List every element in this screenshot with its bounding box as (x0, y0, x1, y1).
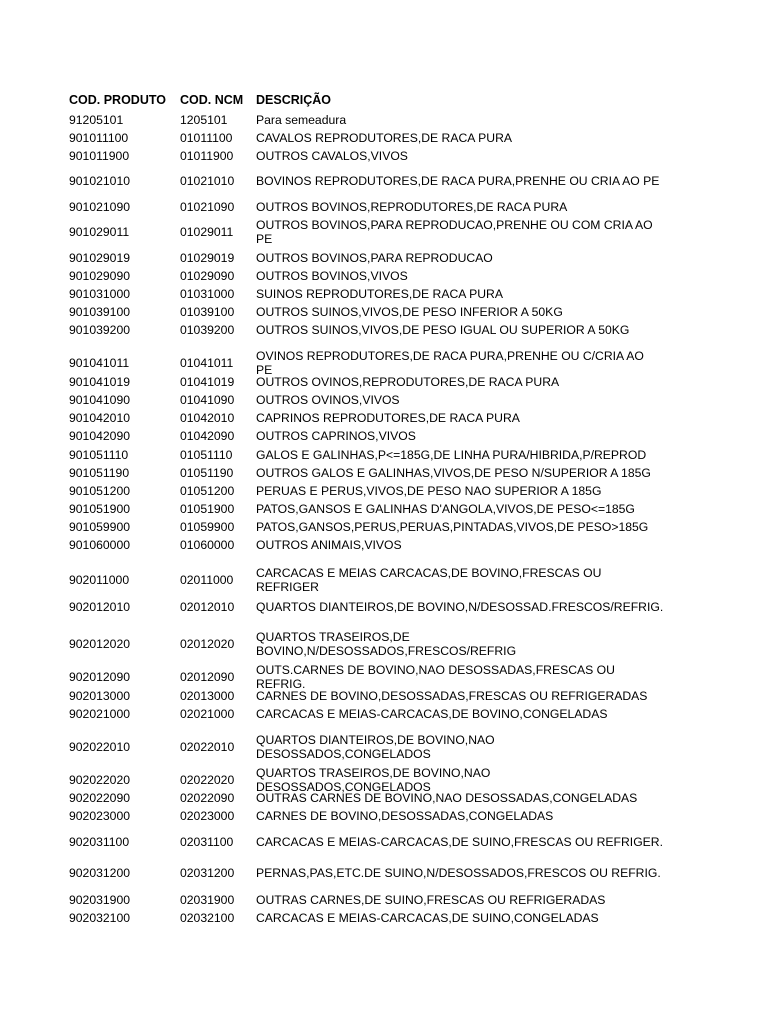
cod-produto-cell: 902022010 (69, 740, 131, 754)
table-row (0, 500, 768, 517)
cod-ncm-cell: 02022020 (180, 773, 235, 787)
table-row (0, 321, 768, 338)
descricao-cell (256, 393, 686, 407)
descricao-line: OUTROS ANIMAIS,VIVOS (256, 537, 402, 552)
cod-produto-cell: 902031200 (69, 865, 131, 880)
cod-ncm-cell: 01051110 (180, 447, 233, 462)
cod-ncm-cell: 02013000 (180, 688, 235, 703)
table-row (0, 267, 768, 284)
descricao-cell (256, 411, 686, 425)
descricao-line: QUARTOS DIANTEIROS,DE BOVINO,N/DESOSSAD.FRESCOS/REFRIG. (256, 599, 664, 614)
descricao-line: OUTROS GALOS E GALINHAS,VIVOS,DE PESO N/SUPERIOR A 185G (256, 465, 651, 480)
table-row (0, 111, 768, 128)
descricao-line: PE (256, 232, 273, 246)
cod-produto-cell: 901042090 (69, 428, 131, 443)
table-row (0, 427, 768, 444)
table-row (0, 909, 768, 926)
table-row (0, 129, 768, 146)
cod-produto-cell: 902011000 (69, 573, 130, 587)
descricao-line: OUTRAS CARNES,DE SUINO,FRESCAS OU REFRIGERADAS (256, 892, 606, 907)
descricao-cell (256, 131, 686, 145)
descricao-cell (256, 538, 686, 552)
descricao-cell (256, 484, 686, 498)
descricao-cell (256, 809, 686, 823)
descricao-cell (256, 630, 686, 658)
descricao-line: OUTROS SUINOS,VIVOS,DE PESO INFERIOR A 50KG (256, 304, 563, 319)
descricao-line: CARNES DE BOVINO,DESOSSADAS,FRESCAS OU REFRIGERADAS (256, 688, 648, 703)
table-row (0, 864, 768, 881)
descricao-line: CARCACAS E MEIAS-CARCACAS,DE SUINO,CONGELADAS (256, 910, 599, 925)
descricao-cell (256, 791, 686, 805)
table-row (0, 731, 768, 763)
table-row (0, 409, 768, 426)
cod-produto-cell: 901041011 (69, 356, 130, 370)
cod-ncm-cell: 02022090 (180, 790, 235, 805)
cod-produto-cell: 901039100 (69, 304, 131, 319)
descricao-cell (256, 502, 686, 516)
cod-ncm-cell: 01029011 (180, 225, 234, 239)
table-row (0, 216, 768, 248)
descricao-line: PATOS,GANSOS,PERUS,PERUAS,PINTADAS,VIVOS,DE PESO>185G (256, 519, 649, 534)
descricao-line: BOVINO,N/DESOSSADOS,FRESCOS/REFRIG (256, 644, 517, 658)
table-row (0, 598, 768, 615)
descricao-cell (256, 305, 686, 319)
descricao-cell (256, 287, 686, 301)
cod-ncm-cell: 02031200 (180, 865, 235, 880)
cod-ncm-cell: 01059900 (180, 519, 235, 534)
cod-produto-cell: 901029019 (69, 250, 131, 265)
descricao-cell (256, 375, 686, 389)
descricao-line: GALOS E GALINHAS,P<=185G,DE LINHA PURA/HIBRIDA,P/REPROD (256, 447, 647, 462)
table-row (0, 807, 768, 824)
descricao-cell (256, 893, 686, 907)
descricao-cell (256, 520, 686, 534)
cod-produto-cell: 902023000 (69, 808, 131, 823)
descricao-line: CARNES DE BOVINO,DESOSSADAS,CONGELADAS (256, 808, 554, 823)
descricao-line: PERUAS E PERUS,VIVOS,DE PESO NAO SUPERIOR A 185G (256, 483, 602, 498)
descricao-line: OUTRAS CARNES DE BOVINO,NAO DESOSSADAS,CONGELADAS (256, 790, 638, 805)
cod-produto-cell: 901059900 (69, 519, 131, 534)
table-row (0, 249, 768, 266)
cod-ncm-cell: 01051900 (180, 501, 235, 516)
descricao-line: PATOS,GANSOS E GALINHAS D'ANGOLA,VIVOS,DE PESO<=185G (256, 501, 635, 516)
descricao-line: REFRIGER (256, 580, 319, 594)
cod-produto-cell: 901060000 (69, 537, 131, 552)
cod-produto-cell: 902031900 (69, 892, 131, 907)
table-row (0, 518, 768, 535)
cod-produto-cell: 901041090 (69, 392, 131, 407)
descricao-line: OUTROS CAPRINOS,VIVOS (256, 428, 416, 443)
descricao-line: CARCACAS E MEIAS CARCACAS,DE BOVINO,FRESCAS OU (256, 566, 602, 580)
cod-ncm-cell: 01039100 (180, 304, 235, 319)
cod-produto-cell: 901042010 (69, 410, 131, 425)
cod-ncm-cell: 02021000 (180, 706, 235, 721)
cod-produto-cell: 901021090 (69, 199, 131, 214)
table-row (0, 464, 768, 481)
cod-ncm-cell: 01029090 (180, 268, 235, 283)
descricao-line: PERNAS,PAS,ETC.DE SUINO,N/DESOSSADOS,FRESCOS OU REFRIG. (256, 865, 661, 880)
descricao-line: OUTROS CAVALOS,VIVOS (256, 148, 408, 163)
cod-ncm-cell: 1205101 (180, 112, 228, 127)
descricao-cell (256, 566, 686, 594)
table-row (0, 687, 768, 704)
descricao-line: OUTS.CARNES DE BOVINO,NAO DESOSSADAS,FRESCAS OU (256, 663, 615, 677)
cod-ncm-cell: 01051200 (180, 483, 235, 498)
descricao-line: PE (256, 363, 273, 377)
descricao-line: OUTROS BOVINOS,PARA REPRODUCAO (256, 250, 493, 265)
descricao-cell (256, 174, 686, 188)
cod-ncm-cell: 02031100 (180, 834, 234, 849)
descricao-cell (256, 113, 686, 127)
cod-ncm-cell: 01039200 (180, 322, 235, 337)
descricao-line: DESOSSADOS,CONGELADOS (256, 747, 431, 761)
table-row (0, 536, 768, 553)
cod-ncm-cell: 02022010 (180, 740, 235, 754)
cod-ncm-cell: 01031000 (180, 286, 235, 301)
descricao-cell (256, 466, 686, 480)
cod-produto-cell: 901011900 (69, 148, 130, 163)
cod-produto-cell: 901051190 (69, 465, 130, 480)
descricao-cell (256, 429, 686, 443)
descricao-cell (256, 600, 686, 614)
table-row (0, 446, 768, 463)
table-row (0, 833, 768, 850)
cod-ncm-cell: 01051190 (180, 465, 234, 480)
cod-produto-cell: 902013000 (69, 688, 131, 703)
descricao-line: OUTROS BOVINOS,VIVOS (256, 268, 408, 283)
cod-ncm-cell: 02012020 (180, 637, 235, 651)
header-descricao: DESCRIÇÃO (256, 93, 332, 107)
cod-ncm-cell: 01042090 (180, 428, 235, 443)
table-row (0, 705, 768, 722)
descricao-cell (256, 707, 686, 721)
table-row (0, 482, 768, 499)
cod-ncm-cell: 01060000 (180, 537, 235, 552)
cod-ncm-cell: 01011100 (180, 130, 233, 145)
descricao-line: QUARTOS TRASEIROS,DE BOVINO,NAO (256, 766, 491, 780)
cod-produto-cell: 901051110 (69, 447, 129, 462)
descricao-cell (256, 911, 686, 925)
table-row (0, 628, 768, 660)
cod-ncm-cell: 01041090 (180, 392, 235, 407)
table-row (0, 891, 768, 908)
cod-produto-cell: 901051200 (69, 483, 131, 498)
descricao-line: OUTROS BOVINOS,PARA REPRODUCAO,PRENHE OU COM CRIA AO (256, 218, 653, 232)
descricao-line: CARCACAS E MEIAS-CARCACAS,DE SUINO,FRESCAS OU REFRIGER. (256, 834, 663, 849)
descricao-cell (256, 866, 686, 880)
cod-produto-cell: 901029011 (69, 225, 130, 239)
descricao-cell (256, 251, 686, 265)
cod-ncm-cell: 01021090 (180, 199, 235, 214)
cod-produto-cell: 902032100 (69, 910, 131, 925)
descricao-cell (256, 689, 686, 703)
table-row (0, 303, 768, 320)
descricao-cell (256, 218, 686, 246)
cod-ncm-cell: 02011000 (180, 573, 234, 587)
cod-produto-cell: 901039200 (69, 322, 131, 337)
descricao-line: Para semeadura (256, 112, 347, 127)
table-row (0, 285, 768, 302)
header-cod-produto: COD. PRODUTO (69, 93, 166, 107)
descricao-cell (256, 200, 686, 214)
descricao-line: OUTROS OVINOS,VIVOS (256, 392, 400, 407)
descricao-cell (256, 149, 686, 163)
cod-ncm-cell: 01029019 (180, 250, 235, 265)
cod-produto-cell: 902021000 (69, 706, 131, 721)
cod-ncm-cell: 01021010 (180, 173, 235, 188)
descricao-line: CAPRINOS REPRODUTORES,DE RACA PURA (256, 410, 520, 425)
cod-produto-cell: 902022090 (69, 790, 131, 805)
cod-produto-cell: 91205101 (69, 112, 124, 127)
table-row (0, 198, 768, 215)
table-row (0, 789, 768, 806)
descricao-line: OUTROS BOVINOS,REPRODUTORES,DE RACA PURA (256, 199, 568, 214)
descricao-line: OVINOS REPRODUTORES,DE RACA PURA,PRENHE OU C/CRIA AO (256, 349, 644, 363)
cod-produto-cell: 902012090 (69, 670, 131, 684)
cod-ncm-cell: 02032100 (180, 910, 235, 925)
cod-produto-cell: 901031000 (69, 286, 131, 301)
cod-ncm-cell: 02023000 (180, 808, 235, 823)
descricao-line: OUTROS OVINOS,REPRODUTORES,DE RACA PURA (256, 374, 560, 389)
descricao-cell (256, 269, 686, 283)
cod-produto-cell: 901051900 (69, 501, 131, 516)
table-row (0, 373, 768, 390)
cod-ncm-cell: 01011900 (180, 148, 234, 163)
cod-produto-cell: 902012020 (69, 637, 131, 651)
cod-ncm-cell: 02031900 (180, 892, 235, 907)
descricao-cell (256, 448, 686, 462)
descricao-line: DESOSSADOS,CONGELADOS (256, 780, 431, 794)
table-row (0, 172, 768, 189)
cod-produto-cell: 901029090 (69, 268, 131, 283)
cod-produto-cell: 902012010 (69, 599, 131, 614)
cod-ncm-cell: 01042010 (180, 410, 235, 425)
descricao-cell (256, 323, 686, 337)
header-cod-ncm: COD. NCM (180, 93, 244, 107)
cod-ncm-cell: 02012010 (180, 599, 235, 614)
cod-produto-cell: 902031100 (69, 834, 130, 849)
descricao-line: SUINOS REPRODUTORES,DE RACA PURA (256, 286, 503, 301)
cod-produto-cell: 901021010 (69, 173, 131, 188)
cod-ncm-cell: 02012090 (180, 670, 235, 684)
cod-produto-cell: 901041019 (69, 374, 131, 389)
descricao-cell (256, 733, 686, 761)
descricao-line: QUARTOS TRASEIROS,DE (256, 630, 410, 644)
table-row (0, 564, 768, 596)
table-row (0, 391, 768, 408)
descricao-line: REFRIG. (256, 677, 306, 691)
descricao-line: CAVALOS REPRODUTORES,DE RACA PURA (256, 130, 512, 145)
cod-produto-cell: 901011100 (69, 130, 129, 145)
descricao-line: BOVINOS REPRODUTORES,DE RACA PURA,PRENHE OU CRIA AO PE (256, 173, 660, 188)
descricao-line: OUTROS SUINOS,VIVOS,DE PESO IGUAL OU SUPERIOR A 50KG (256, 322, 630, 337)
table-row (0, 147, 768, 164)
cod-ncm-cell: 01041011 (180, 356, 234, 370)
descricao-line: CARCACAS E MEIAS-CARCACAS,DE BOVINO,CONGELADAS (256, 706, 608, 721)
cod-produto-cell: 902022020 (69, 773, 131, 787)
descricao-cell (256, 835, 686, 849)
cod-ncm-cell: 01041019 (180, 374, 235, 389)
descricao-line: QUARTOS DIANTEIROS,DE BOVINO,NAO (256, 733, 495, 747)
